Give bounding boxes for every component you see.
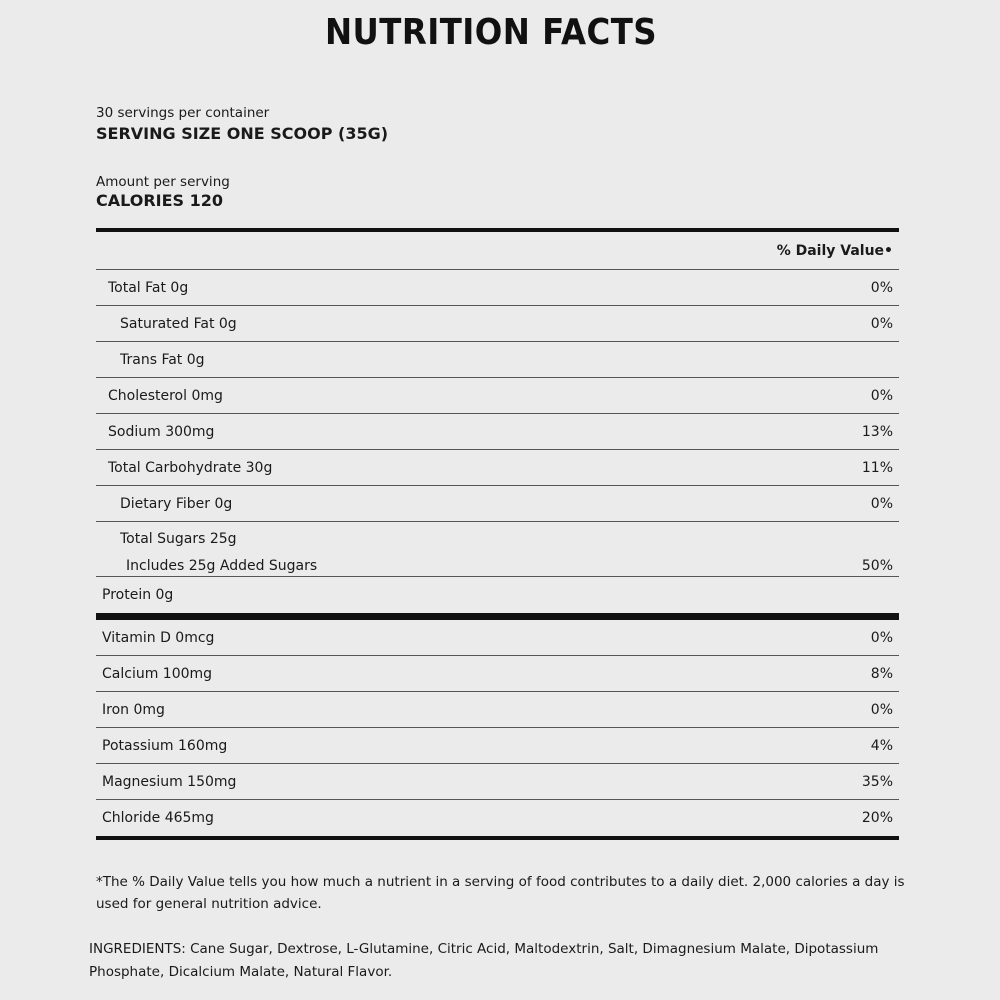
- nutrient-label: Protein 0g: [102, 587, 174, 603]
- vitamin-dv: 20%: [861, 810, 893, 826]
- nutrient-label: Total Fat 0g: [108, 279, 189, 296]
- vitamin-label: Potassium 160mg: [102, 737, 228, 754]
- vitamin-dv: 8%: [870, 665, 893, 682]
- nutrient-row: [96, 577, 899, 613]
- vitamin-row: [96, 656, 899, 692]
- page-title: NUTRITION FACTS: [324, 12, 658, 53]
- vitamin-dv: 0%: [870, 629, 893, 646]
- nutrient-label: Trans Fat 0g: [120, 351, 205, 368]
- nutrient-dv: 50%: [861, 558, 893, 574]
- vitamin-label: Chloride 465mg: [102, 810, 214, 826]
- calories: CALORIES 120: [96, 191, 224, 210]
- nutrient-dv: 0%: [870, 279, 893, 296]
- vitamin-row: [96, 692, 899, 728]
- nutrient-label: Dietary Fiber 0g: [120, 495, 233, 512]
- vitamin-row: [96, 728, 899, 764]
- nutrient-label: Total Sugars 25g: [120, 531, 237, 547]
- vitamin-label: Vitamin D 0mcg: [102, 629, 215, 646]
- thick-divider: [96, 836, 899, 840]
- nutrient-label: Includes 25g Added Sugars: [126, 558, 318, 574]
- daily-value-footnote: *The % Daily Value tells you how much a nutrient in a serving of food contributes to a daily diet. 2,000 calories a day is used for general nutrition advice.: [96, 874, 905, 912]
- vitamin-row: [96, 620, 899, 656]
- thick-divider: [96, 613, 899, 620]
- nutrient-label: Sodium 300mg: [108, 423, 215, 440]
- ingredients-list: INGREDIENTS: Cane Sugar, Dextrose, L-Glutamine, Citric Acid, Maltodextrin, Salt, Dimagnesium Malate, Dipotassium Phosphate, Dicalcium Malate, Natural Flavor.: [89, 941, 879, 980]
- nutrient-row: [96, 450, 899, 486]
- nutrient-row: [96, 378, 899, 414]
- vitamin-label: Calcium 100mg: [102, 665, 213, 682]
- nutrient-dv: 0%: [870, 315, 893, 332]
- nutrient-dv: 0%: [870, 495, 893, 512]
- nutrient-dv: 11%: [861, 459, 893, 476]
- daily-value-header: % Daily Value•: [776, 242, 893, 259]
- nutrient-row: [96, 342, 899, 378]
- daily-value-header-row: [96, 232, 899, 270]
- vitamin-label: Iron 0mg: [102, 701, 165, 718]
- vitamin-row: [96, 764, 899, 800]
- nutrient-dv: 13%: [861, 423, 893, 440]
- nutrient-label: Saturated Fat 0g: [120, 315, 237, 332]
- vitamin-row: [96, 800, 899, 836]
- sugars-row: [96, 522, 899, 577]
- nutrient-label: Cholesterol 0mg: [108, 387, 223, 404]
- vitamin-dv: 4%: [870, 737, 893, 754]
- nutrient-row: [96, 306, 899, 342]
- nutrition-table: [96, 228, 899, 840]
- nutrient-dv: 0%: [870, 387, 893, 404]
- nutrient-row: [96, 270, 899, 306]
- vitamin-dv: 35%: [861, 773, 893, 790]
- amount-per-serving: Amount per serving: [96, 174, 230, 190]
- nutrient-row: [96, 486, 899, 522]
- serving-size: SERVING SIZE ONE SCOOP (35G): [96, 124, 389, 143]
- servings-per-container: 30 servings per container: [96, 105, 270, 121]
- vitamin-label: Magnesium 150mg: [102, 773, 237, 790]
- nutrient-label: Total Carbohydrate 30g: [108, 459, 273, 476]
- vitamin-dv: 0%: [870, 701, 893, 718]
- nutrient-row: [96, 414, 899, 450]
